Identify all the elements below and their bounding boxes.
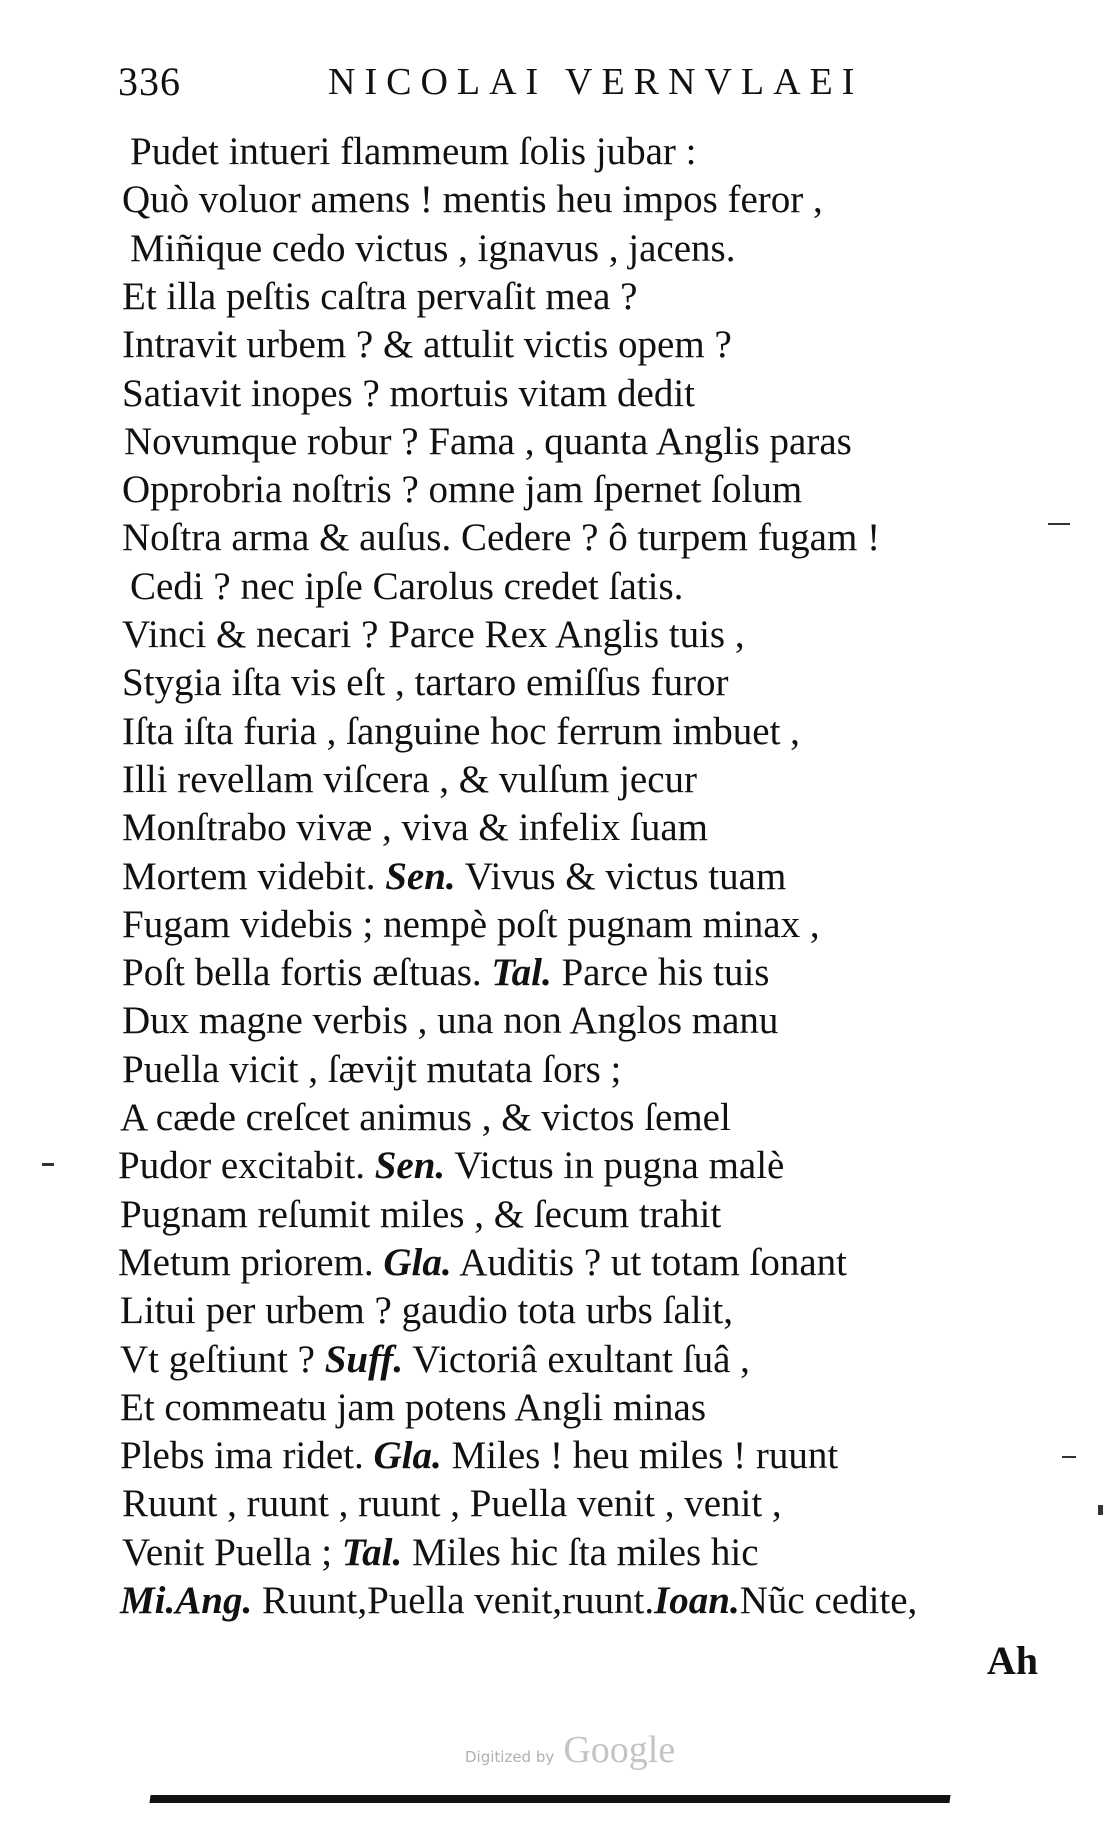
- page-number: 336: [118, 59, 181, 104]
- verse-line: [122, 176, 823, 224]
- verse-line: [122, 708, 800, 756]
- verse-text: Fugam videbis ; nempè poſt pugnam minax ,: [122, 902, 820, 946]
- google-logo: Google: [563, 1729, 676, 1771]
- speaker-abbrev: Tal.: [491, 951, 552, 995]
- verse-text: Vt geſtiunt ?: [120, 1337, 325, 1381]
- verse-line: [120, 1384, 706, 1432]
- verse-text: Miñique cedo victus , ignavus , jacens.: [130, 226, 736, 270]
- verse-text: Iſta iſta furia , ſanguine hoc ferrum imbuet ,: [122, 709, 800, 753]
- verse-text: Cedi ? nec ipſe Carolus credet ſatis.: [130, 564, 684, 608]
- verse-text: Victus in pugna malè: [445, 1144, 785, 1188]
- verse-text: Metum priorem.: [118, 1240, 384, 1284]
- watermark-prefix: Digitized by: [465, 1748, 555, 1766]
- verse-line: [122, 1529, 759, 1577]
- verse-line: [122, 756, 697, 804]
- verse-text: Venit Puella ;: [122, 1530, 342, 1574]
- verse-line: [124, 418, 852, 466]
- verse-text: Monſtrabo vivæ , viva & infelix ſuam: [122, 806, 709, 850]
- digitization-watermark: [465, 1728, 675, 1772]
- verse-text: Satiavit inopes ? mortuis vitam dedit: [122, 371, 696, 415]
- verse-text: Pugnam reſumit miles , & ſecum trahit: [120, 1192, 722, 1236]
- verse-text: Opprobria noſtris ? omne jam ſpernet ſolum: [122, 468, 803, 512]
- verse-line: [122, 659, 729, 707]
- verse-line: [120, 1432, 838, 1480]
- speaker-abbrev: Gla.: [373, 1434, 442, 1478]
- verse-line: [120, 1094, 731, 1142]
- verse-line: [122, 273, 637, 321]
- verse-line: [120, 1287, 733, 1335]
- verse-line: [122, 1046, 621, 1094]
- verse-line: [122, 321, 732, 369]
- verse-line: [122, 901, 820, 949]
- speaker-abbrev: Tal.: [341, 1530, 403, 1574]
- verse-line: [118, 1239, 847, 1287]
- verse-text: Pudet intueri flammeum ſolis jubar :: [130, 130, 697, 173]
- margin-mark: [1098, 1505, 1103, 1515]
- verse-line: [122, 853, 786, 901]
- verse-text: Miles hic ſta miles hic: [402, 1530, 759, 1574]
- page-edge-shadow: [149, 1795, 950, 1803]
- verse-line: [130, 128, 697, 176]
- verse-text: Stygia iſta vis eſt , tartaro emiſſus furor: [122, 661, 729, 705]
- verse-text: Vivus & victus tuam: [455, 854, 787, 898]
- verse-text: Mortem videbit.: [122, 854, 386, 898]
- verse-text: Vinci & necari ? Parce Rex Anglis tuis ,: [122, 613, 745, 656]
- verse-text: Victoriâ exultant ſuâ ,: [403, 1337, 750, 1381]
- verse-line: [130, 563, 683, 611]
- verse-text: Ruunt , ruunt , ruunt , Puella venit , venit ,: [122, 1482, 782, 1526]
- verse-text: Miles ! heu miles ! ruunt: [441, 1434, 839, 1478]
- verse-text: Ruunt,Puella venit,ruunt.: [252, 1579, 655, 1622]
- verse-text: Litui per urbem ? gaudio tota urbs ſalit,: [120, 1289, 734, 1333]
- verse-text: Noſtra arma & auſus. Cedere ? ô turpem fugam !: [122, 516, 881, 560]
- margin-mark: [1062, 1456, 1076, 1458]
- verse-line: [122, 997, 778, 1045]
- verse-line: [122, 949, 769, 997]
- verse-text: Et illa peſtis caſtra pervaſit mea ?: [122, 274, 638, 318]
- verse-text: Quò voluor amens ! mentis heu impos feror ,: [122, 178, 823, 222]
- verse-text: Puella vicit , ſævijt mutata ſors ;: [122, 1047, 622, 1091]
- margin-mark: [1048, 523, 1070, 525]
- verse-line: [120, 1577, 917, 1625]
- verse-text: Illi revellam viſcera , & vulſum jecur: [122, 757, 698, 801]
- speaker-abbrev: Sen.: [385, 854, 456, 898]
- verse-text: Et commeatu jam potens Angli minas: [120, 1385, 706, 1429]
- verse-text: Intravit urbem ? & attulit victis opem ?: [122, 323, 732, 367]
- verse-line: [122, 514, 880, 562]
- page-header: [118, 52, 938, 112]
- margin-mark: [42, 1163, 54, 1166]
- verse-text: Parce his tuis: [551, 951, 770, 995]
- verse-line: [122, 804, 708, 852]
- verse-text: Pudor excitabit.: [118, 1144, 375, 1188]
- verse-line: [118, 1142, 784, 1190]
- verse-line: [122, 1480, 782, 1528]
- verse-line: [122, 611, 745, 659]
- speaker-abbrev: Mi.Ang.: [120, 1579, 253, 1622]
- verse-line: [130, 225, 735, 273]
- verse-text: Dux magne verbis , una non Anglos manu: [122, 999, 779, 1043]
- verse-line: [120, 1191, 721, 1239]
- verse-text: Poſt bella fortis æſtuas.: [122, 951, 492, 995]
- verse-line: [122, 370, 695, 418]
- verse-text: Plebs ima ridet.: [120, 1434, 374, 1478]
- speaker-abbrev: Sen.: [374, 1144, 446, 1188]
- verse-line: [120, 1336, 750, 1384]
- verse-text: Auditis ? ut totam ſonant: [451, 1240, 848, 1284]
- verse-text: Nũc cedite,: [739, 1579, 918, 1622]
- speaker-abbrev: Ioan.: [654, 1579, 740, 1622]
- verse-text: Novumque robur ? Fama , quanta Anglis paras: [124, 419, 852, 463]
- catchword: Ah: [986, 1638, 1038, 1683]
- speaker-abbrev: Gla.: [383, 1240, 452, 1284]
- speaker-abbrev: Suff.: [324, 1337, 404, 1381]
- verse-line: [122, 466, 802, 514]
- verse-text: A cæde creſcet animus , & victos ſemel: [120, 1096, 731, 1139]
- running-head: NICOLAI VERNVLAEI: [328, 61, 864, 103]
